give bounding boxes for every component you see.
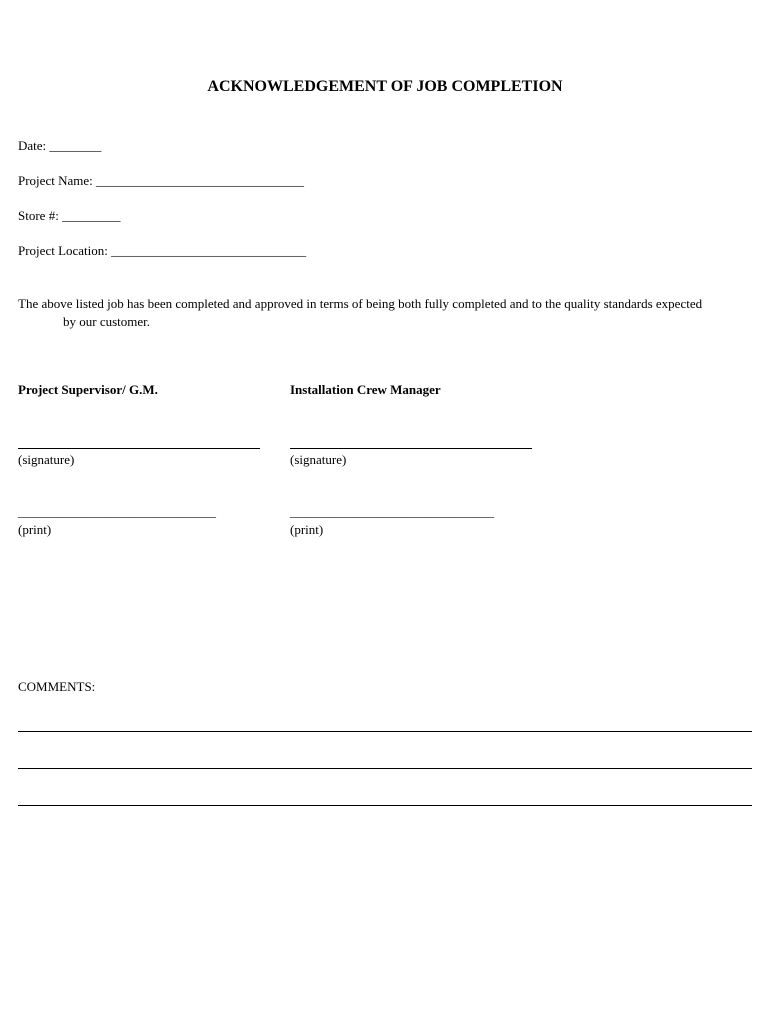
supervisor-heading: Project Supervisor/ G.M. xyxy=(18,382,158,397)
statement-line-2: by our customer. xyxy=(63,314,151,329)
crew-manager-print-label: (print) xyxy=(290,522,324,537)
crew-manager-print-line[interactable]: __________________________________ xyxy=(290,505,494,519)
crew-manager-signature-line[interactable] xyxy=(290,448,532,449)
project-location-field[interactable]: Project Location: ______________________________ xyxy=(18,243,307,258)
supervisor-print-line[interactable]: _________________________________ xyxy=(18,505,216,519)
store-number-field[interactable]: Store #: _________ xyxy=(18,208,121,223)
comment-line-2[interactable] xyxy=(18,768,752,769)
project-name-field[interactable]: Project Name: ________________________________ xyxy=(18,173,304,188)
crew-manager-signature-label: (signature) xyxy=(290,452,347,467)
date-field[interactable]: Date: ________ xyxy=(18,138,102,153)
comment-line-3[interactable] xyxy=(18,805,752,806)
crew-manager-heading: Installation Crew Manager xyxy=(290,382,441,397)
statement-line-1: The above listed job has been completed and approved in terms of being both fully completed and to the quality standards expected xyxy=(18,296,703,311)
comments-label: COMMENTS: xyxy=(18,679,96,694)
supervisor-signature-line[interactable] xyxy=(18,448,260,449)
completion-statement xyxy=(18,295,758,331)
supervisor-signature-label: (signature) xyxy=(18,452,75,467)
supervisor-print-label: (print) xyxy=(18,522,52,537)
page-title: ACKNOWLEDGEMENT OF JOB COMPLETION xyxy=(207,78,563,95)
comment-line-1[interactable] xyxy=(18,731,752,732)
